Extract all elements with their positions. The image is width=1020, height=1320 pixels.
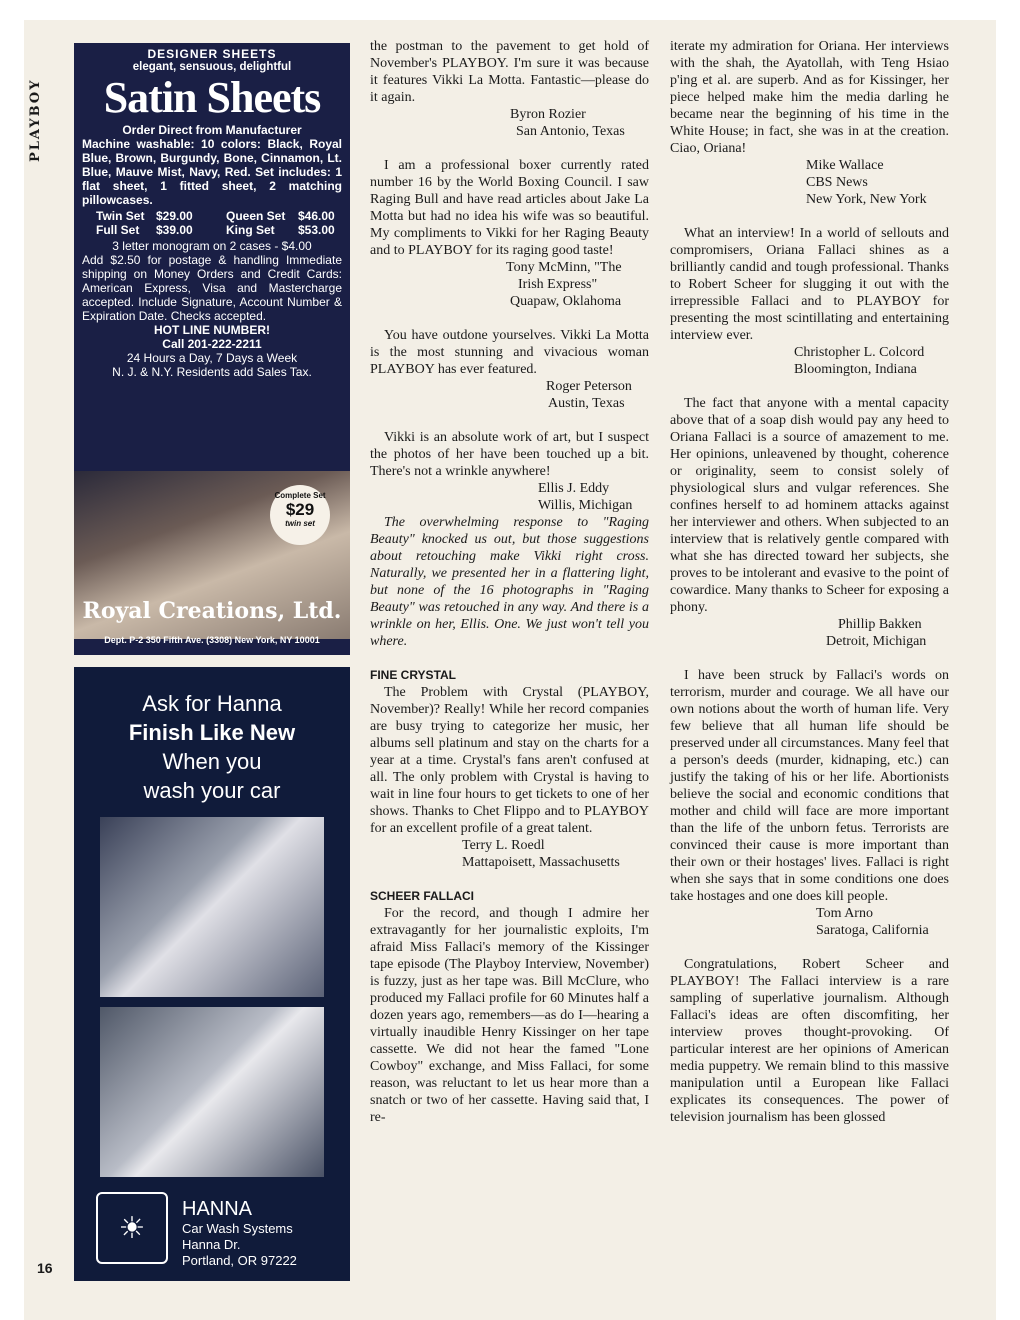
ad-subkicker: elegant, sensuous, delightful: [132, 61, 292, 73]
sticker-top: Complete Set: [274, 491, 326, 500]
hanna-logo-icon: ☀: [96, 1192, 168, 1264]
letter-text: I am a professional boxer currently rated number 16 by the World Boxing Council. I saw Raging Bull and have read articles about Jake La Motta but had no idea his wife was so beautiful. My compliments to Vikki for her Raging Beauty and to PLAYBOY for its raging good taste!: [370, 158, 649, 258]
letter-signature: Byron Rozier: [510, 107, 586, 122]
letter-signature: Irish Express": [518, 277, 598, 292]
ad-hours: 24 Hours a Day, 7 Days a Week: [126, 351, 298, 365]
section-heading: SCHEER FALLACI: [370, 889, 475, 903]
letter-location: San Antonio, Texas: [516, 124, 625, 139]
ad-kicker: DESIGNER SHEETS: [147, 47, 277, 61]
hanna-tagline: Car Wash Systems: [182, 1221, 293, 1236]
ad-description: Machine washable: 10 colors: Black, Royal Blue, Brown, Burgundy, Bone, Cinnamon, Lt. Blue, Mauve Mist, Navy, Red. Set includes: 1 flat sheet, 1 fitted sheet, 2 matching pillowcases.: [82, 137, 342, 207]
letter-location: Bloomington, Indiana: [794, 362, 917, 377]
car-wash-photo: [100, 1007, 324, 1177]
hanna-city: Portland, OR 97222: [182, 1253, 297, 1268]
price-sticker: [270, 485, 330, 545]
letter-text: I have been struck by Fallaci's words on terrorism, murder and courage. We all have our own notions about the worth of human life. Very few believe that all human life should be preserved under all circumstances. Many feel that a person's deeds (murder, kidnaping, etc.) can justify the taking of his or her life. Abortionists believe the social and economic conditions that mother and child will face are more important than the life of the unborn fetus. Terrorists are convinced their cause is more important than their own or their hostages' lives. Fallaci is right when she says that in some conditions one does take hostages and one does kill people.: [670, 668, 949, 904]
hanna-line1: Ask for Hanna: [142, 691, 282, 716]
letter-text: The fact that anyone with a mental capacity above that of a soap dish would pay any heed to Oriana Fallaci is a source of amazement to me. Her opinions, unleavened by thought, coherence or originality, seem to consist solely of physiological slurs and vulgar references. She confines herself to ad hominem attacks against her interviewer and others. When subjected to an interview that is relatively gentle compared with what she has directed toward her subjects, she proves to be intolerant and evasive to the point of cowardice. Many thanks to Scheer for exposing a phony.: [670, 396, 949, 615]
ad-monogram: 3 letter monogram on 2 cases - $4.00: [112, 239, 312, 253]
price-label: Full Set: [96, 223, 140, 237]
hanna-street: Hanna Dr.: [182, 1237, 241, 1252]
satin-sheets-ad: [74, 43, 350, 655]
letter-signature: Phillip Bakken: [838, 617, 922, 632]
hanna-contact: [182, 1197, 297, 1269]
letter-location: Detroit, Michigan: [826, 634, 927, 649]
car-wash-photo: [100, 817, 324, 997]
letter-text: iterate my admiration for Oriana. Her interviews with the shah, the Ayatollah, with Teng Hsiao p'ing et al. are superb. And as for Kissinger, her piece helped make him the media darling he became near the beginning of his time in the White House; in fact, she was in at the creation. Ciao, Oriana!: [670, 39, 949, 156]
price-value: $29.00: [156, 209, 193, 223]
letter-signature: Tom Arno: [816, 906, 873, 921]
letters-column-1: [370, 38, 649, 1126]
hanna-ad: [74, 667, 350, 1281]
letter-location: New York, New York: [806, 192, 927, 207]
price-value: $39.00: [156, 223, 193, 237]
hanna-name: HANNA: [182, 1198, 253, 1220]
letter-signature: Christopher L. Colcord: [794, 345, 925, 360]
letter-signature: CBS News: [806, 175, 868, 190]
ad-tax: N. J. & N.Y. Residents add Sales Tax.: [112, 365, 312, 379]
letter-text: What an interview! In a world of sellouts and compromisers, Oriana Fallaci shines as a brilliantly candid and tough professional. Thanks to Robert Scheer for slugging it out with the irrepressible Fallaci and to PLAYBOY for presenting the most scintillating and entertaining interview ever.: [670, 226, 949, 343]
price-value: $46.00: [298, 209, 335, 223]
sticker-price: $29: [285, 500, 315, 519]
ad-hotline: HOT LINE NUMBER!: [154, 323, 270, 337]
letter-text: the postman to the pavement to get hold of November's PLAYBOY. I'm sure it was because it features Vikki La Motta. Fantastic—please do it again.: [370, 39, 649, 105]
price-label: King Set: [226, 223, 275, 237]
letter-signature: Mike Wallace: [806, 158, 884, 173]
price-table: [96, 209, 350, 237]
ad-headline: Satin Sheets: [103, 73, 321, 122]
letter-location: Austin, Texas: [548, 396, 625, 411]
page-number: 16: [37, 1260, 53, 1276]
hanna-line2: Finish Like New: [128, 720, 296, 745]
price-value: $53.00: [298, 223, 335, 237]
company-name: Royal Creations, Ltd.: [82, 598, 342, 624]
ad-phone: Call 201-222-2211: [162, 337, 262, 351]
masthead: PLAYBOY: [28, 78, 43, 162]
letter-location: Mattapoisett, Massachusetts: [462, 855, 620, 870]
hanna-line4: wash your car: [143, 778, 281, 803]
letter-text: Congratulations, Robert Scheer and PLAYBOY! The Fallaci interview is a rare sampling of superlative journalism. Although Fallaci's ideas are often discomfiting, her interview proves thought-provoking. Of particular interest are her opinions of American media puppetry. We remain blind to this massive manipulation until a European like Fallaci explicates its consequences. The power of television journalism has been glossed: [670, 957, 949, 1125]
letter-location: Willis, Michigan: [538, 498, 633, 513]
letter-text: The Problem with Crystal (PLAYBOY, November)? Really! While her record companies are busy trying to categorize her music, her albums sell platinum and stay on the charts for a year at a time. Crystal's fans aren't confused at all. The only problem with Crystal is having to wait in line four hours to get tickets to one of her shows. Thanks to Chet Flippo and to PLAYBOY for an excellent profile of a great talent.: [370, 685, 649, 836]
editor-reply: The overwhelming response to "Raging Beauty" knocked us out, but those suggestions about retouching make Vikki right cross. Naturally, we presented her in a flattering light, but none of the 16 photographs in "Raging Beauty" was retouched in any way. And there is a wrinkle on her, Ellis. One. We just won't tell you where.: [370, 515, 649, 649]
letter-signature: Terry L. Roedl: [462, 838, 545, 853]
letter-signature: Ellis J. Eddy: [538, 481, 610, 496]
letter-location: Saratoga, California: [816, 923, 929, 938]
letters-column-2: [670, 38, 949, 1126]
price-label: Twin Set: [96, 209, 145, 223]
company-address: Dept. P-2 350 Fifth Ave. (3308) New York, NY 10001: [104, 635, 320, 645]
ad-postage: Add $2.50 for postage & handling Immediate shipping on Money Orders and Credit Cards: American Express, Visa and Mastercharge accepted. Include Signature, Account Number & Expiration Date. Checks accepted.: [82, 253, 342, 323]
letter-signature: Roger Peterson: [546, 379, 632, 394]
ad-order-line: Order Direct from Manufacturer: [122, 123, 302, 137]
letter-text: Vikki is an absolute work of art, but I suspect the photos of her have been touched up a bit. There's not a wrinkle anywhere!: [370, 430, 649, 479]
sticker-bottom: twin set: [285, 519, 315, 528]
hanna-line3: When you: [162, 749, 262, 774]
letter-text: You have outdone yourselves. Vikki La Motta is the most stunning and vivacious woman PLAYBOY has ever featured.: [370, 328, 649, 377]
letter-text: For the record, and though I admire her extravagantly for her journalistic exploits, I'm afraid Miss Fallaci's memory of the Kissinger tape episode (The Playboy Interview, November) is fuzzy, just as her tape was. Bill McClure, who produced my Fallaci profile for 60 Minutes half a dozen years ago, remembers—as do I—hearing a virtually inaudible Henry Kissinger on her tape cassette. We did not hear the famed "Lone Cowboy" exchange, and Miss Fallaci, for some reason, was reluctant to let us hear more than a snatch or two of her cassette. Having said that, I re-: [370, 906, 649, 1125]
price-label: Queen Set: [226, 209, 286, 223]
section-heading: FINE CRYSTAL: [370, 668, 456, 682]
letter-signature: Tony McMinn, "The: [506, 260, 622, 275]
letter-location: Quapaw, Oklahoma: [510, 294, 622, 309]
